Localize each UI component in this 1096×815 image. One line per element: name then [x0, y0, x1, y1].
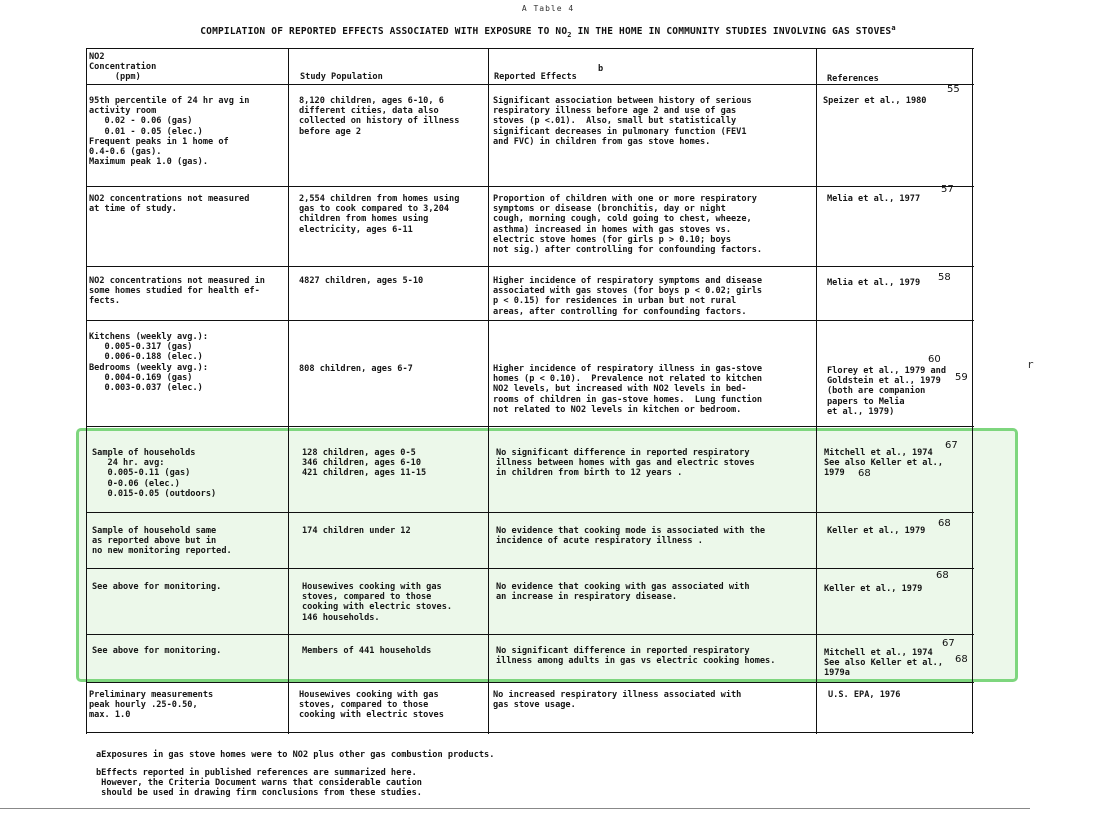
row-divider — [86, 512, 974, 513]
title-post: IN THE HOME IN COMMUNITY STUDIES INVOLVING GAS STOVES — [571, 26, 892, 37]
row-1-population: 8,120 children, ages 6-10, 6 different cities, data also collected on history of illness before age 2 — [299, 96, 460, 137]
row-divider — [86, 266, 974, 267]
row-8-reference: Mitchell et al., 1974 See also Keller et al., 1979a — [824, 648, 943, 679]
row-2-effects: Proportion of children with one or more respiratory symptoms or disease (bronchitis, day or night cough, morning cough, cold going to chest, wheeze, asthma) increased in homes with gas stoves vs. electric stove homes (for girls p > 0.10; boys not sig.) after controlling for confounding factors. — [493, 194, 763, 256]
table-border-top — [86, 48, 974, 49]
row-3-effects: Higher incidence of respiratory symptoms and disease associated with gas stoves (for boys p < 0.02; girls p < 0.15) for residences in urban but not rural areas, after controlling for confounding factors. — [493, 276, 763, 317]
table-border-right — [972, 48, 973, 734]
page-bottom-rule — [0, 808, 1030, 809]
row-1-concentration: 95th percentile of 24 hr avg in activity room 0.02 - 0.06 (gas) 0.01 - 0.05 (elec.) Frequent peaks in 1 home of 0.4-0.6 (gas). Maximum peak 1.0 (gas). — [89, 96, 250, 168]
row-4-effects: Higher incidence of respiratory illness in gas-stove homes (p < 0.10). Prevalence not related to kitchen NO2 levels, but increased with NO2 levels in bed- rooms of children in gas-stove homes. Lung function not related to NO2 levels in kitchen or bedroom. — [493, 364, 763, 415]
row-2-reference: Melia et al., 1977 — [827, 194, 921, 204]
row-4-reference: Florey et al., 1979 and Goldstein et al., 1979 (both are companion papers to Melia et al., 1979) — [827, 366, 946, 417]
row-3-concentration: NO2 concentrations not measured in some homes studied for health ef- fects. — [89, 276, 265, 307]
header-references: References — [827, 74, 879, 84]
row-divider — [86, 682, 974, 683]
row-divider — [86, 568, 974, 569]
row-divider — [86, 320, 974, 321]
column-divider — [816, 48, 817, 734]
row-8-population: Members of 441 households — [302, 646, 432, 656]
table-border-bottom — [86, 732, 974, 733]
row-3-refnum: 58 — [938, 272, 951, 283]
row-5-refnum: 67 — [945, 440, 958, 451]
row-8-concentration: See above for monitoring. — [92, 646, 222, 656]
row-3-population: 4827 children, ages 5-10 — [299, 276, 424, 286]
row-7-refnum: 68 — [936, 570, 949, 581]
margin-mark: r — [1027, 358, 1034, 371]
row-5-refnum-2: 68 — [858, 468, 871, 479]
row-2-refnum: 57 — [941, 184, 954, 195]
row-9-effects: No increased respiratory illness associated with gas stove usage. — [493, 690, 742, 711]
footnote-b: bEffects reported in published references are summarized here. However, the Criteria Document warns that considerable caution should be used in drawing firm conclusions from these studies. — [96, 768, 422, 799]
row-4-refnum-2: 59 — [955, 372, 968, 383]
row-9-population: Housewives cooking with gas stoves, compared to those cooking with electric stoves — [299, 690, 444, 721]
title-superscript: a — [891, 24, 896, 32]
row-2-concentration: NO2 concentrations not measured at time of study. — [89, 194, 250, 215]
row-divider — [86, 186, 974, 187]
row-7-reference: Keller et al., 1979 — [824, 584, 923, 594]
row-9-concentration: Preliminary measurements peak hourly .25-0.50, max. 1.0 — [89, 690, 214, 721]
row-6-concentration: Sample of household same as reported above but in no new monitoring reported. — [92, 526, 232, 557]
row-6-refnum: 68 — [938, 518, 951, 529]
row-1-effects: Significant association between history of serious respiratory illness before age 2 and use of gas stoves (p <.01). Also, small but statistically significant decreases in pulmonary function (FEV1 and FVC) in children from gas stove homes. — [493, 96, 752, 147]
title-pre: COMPILATION OF REPORTED EFFECTS ASSOCIATED WITH EXPOSURE TO NO — [200, 26, 568, 37]
row-4-population: 808 children, ages 6-7 — [299, 364, 413, 374]
row-divider — [86, 426, 974, 427]
row-6-population: 174 children under 12 — [302, 526, 411, 536]
title-subscript: 2 — [567, 31, 572, 39]
table-title — [0, 26, 1096, 37]
row-8-effects: No significant difference in reported respiratory illness among adults in gas vs electric cooking homes. — [496, 646, 776, 667]
row-6-reference: Keller et al., 1979 — [827, 526, 926, 536]
row-9-reference: U.S. EPA, 1976 — [828, 690, 901, 700]
header-population: Study Population — [300, 72, 383, 82]
row-6-effects: No evidence that cooking mode is associated with the incidence of acute respiratory illness . — [496, 526, 766, 547]
row-8-refnum-2: 68 — [955, 654, 968, 665]
row-4-concentration: Kitchens (weekly avg.): 0.005-0.317 (gas) 0.006-0.188 (elec.) Bedrooms (weekly avg.): 0.004-0.169 (gas) 0.003-0.037 (elec.) — [89, 332, 208, 394]
row-5-concentration: Sample of households 24 hr. avg: 0.005-0.11 (gas) 0-0.06 (elec.) 0.015-0.05 (outdoors) — [92, 448, 217, 499]
row-5-reference: Mitchell et al., 1974 See also Keller et al., 1979 — [824, 448, 943, 479]
header-effects: Reported Effects — [494, 72, 577, 82]
row-5-effects: No significant difference in reported respiratory illness between homes with gas and electric stoves in children from birth to 12 years . — [496, 448, 755, 479]
row-5-population: 128 children, ages 0-5 346 children, ages 6-10 421 children, ages 11-15 — [302, 448, 427, 479]
row-7-concentration: See above for monitoring. — [92, 582, 222, 592]
header-effects-superscript: b — [598, 64, 604, 74]
footnote-a: aExposures in gas stove homes were to NO2 plus other gas combustion products. — [96, 750, 495, 760]
row-2-population: 2,554 children from homes using gas to cook compared to 3,204 children from homes using electricity, ages 6-11 — [299, 194, 460, 235]
row-1-refnum: 55 — [947, 84, 960, 95]
page-scribble: A Table 4 — [521, 4, 575, 13]
row-divider — [86, 634, 974, 635]
row-4-refnum: 60 — [928, 354, 941, 365]
row-7-population: Housewives cooking with gas stoves, compared to those cooking with electric stoves. 146 households. — [302, 582, 453, 623]
row-3-reference: Melia et al., 1979 — [827, 278, 921, 288]
row-8-refnum: 67 — [942, 638, 955, 649]
effects-table — [86, 48, 974, 734]
column-divider — [288, 48, 289, 734]
table-border-left — [86, 48, 87, 734]
column-divider — [488, 48, 489, 734]
row-7-effects: No evidence that cooking with gas associated with an increase in respiratory disease. — [496, 582, 750, 603]
row-1-reference: Speizer et al., 1980 — [823, 96, 927, 106]
header-concentration: NO2 Concentration (ppm) — [89, 52, 157, 83]
